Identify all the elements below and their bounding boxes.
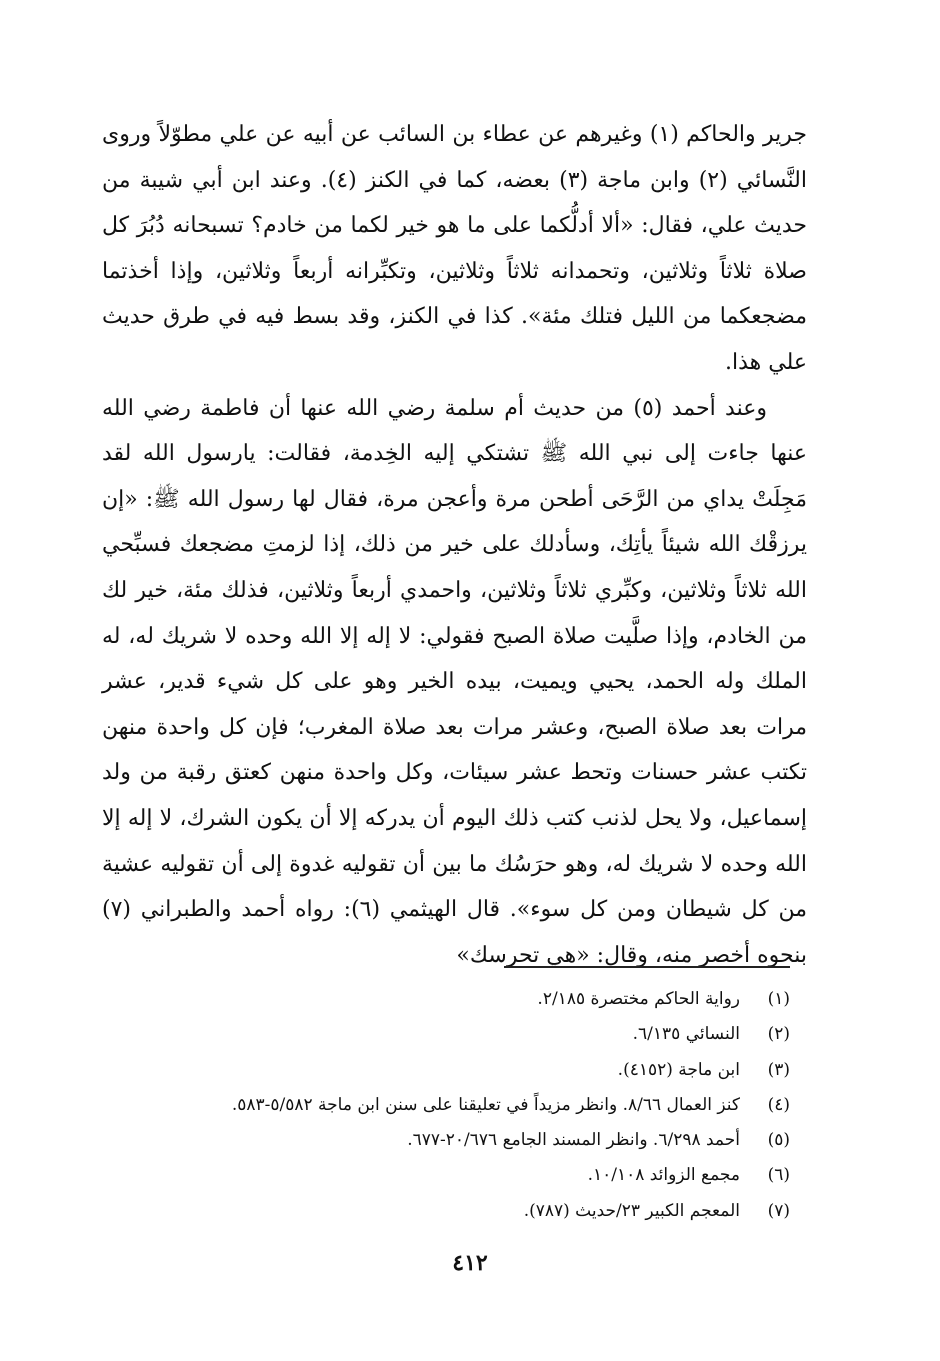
footnote: [100, 1158, 790, 1193]
footnote-number: (٦): [767, 1165, 790, 1186]
main-text: [102, 112, 807, 978]
footnotes: [100, 982, 790, 1229]
footnote-number: (١): [767, 989, 790, 1009]
footnote-text: رواية الحاكم مختصرة ٢/١٨٥.: [537, 989, 740, 1009]
footnote-text: أحمد ٦/٢٩٨. وانظر المسند الجامع ٢٠/٦٧٦-٦٧٧.: [407, 1130, 740, 1151]
page-number: ٤١٢: [452, 1250, 488, 1276]
footnote: [100, 982, 790, 1017]
footnote-number: (٢): [767, 1024, 790, 1045]
footnote: [100, 1053, 790, 1088]
footnote-text: ابن ماجة (٤١٥٢).: [617, 1059, 740, 1080]
footnote-number: (٣): [767, 1059, 790, 1080]
footnote: [100, 1088, 790, 1123]
footnote-text: مجمع الزوائد ١٠/١٠٨.: [587, 1165, 740, 1186]
paragraph-2: وعند أحمد (٥) من حديث أم سلمة رضي الله عنها أن فاطمة رضي الله عنها جاءت إلى نبي الله ﷺ تشتكي إليه الخِدمة، فقالت: يارسول الله لقد مَجِلَتْ يداي من الرَّحَى أطحن مرة وأعجن مرة، فقال لها رسول الله ﷺ: «إن يرزقْك الله شيئاً يأتِك، وسأدلك على خير من ذلك، إذا لزمتِ مضجعك فسبِّحي الله ثلاثاً وثلاثين، وكبِّري ثلاثاً وثلاثين، واحمدي أربعاً وثلاثين، فذلك مئة، خير لك من الخادم، وإذا صلَّيت صلاة الصبح فقولي: لا إله إلا الله وحده لا شريك له، له الملك وله الحمد، يحيي ويميت، بيده الخير وهو على كل شيء قدير، عشر مرات بعد صلاة الصبح، وعشر مرات بعد صلاة المغرب؛ فإن كل واحدة منهن تكتب عشر حسنات وتحط عشر سيئات، وكل واحدة منهن كعتق رقبة من ولد إسماعيل، ولا يحل لذنب كتب ذلك اليوم أن يدركه إلا أن يكون الشرك، لا إله إلا الله وحده لا شريك له، وهو حرَسُك ما بين أن تقوليه غدوة إلى أن تقوليه عشية من كل شيطان ومن كل سوء». قال الهيثمي (٦): رواه أحمد والطبراني (٧) بنحوه أخصر منه، وقال: «هي تحرسك»: [102, 395, 807, 968]
footnote-text: المعجم الكبير ٢٣/حديث (٧٨٧).: [523, 1200, 740, 1221]
footnote: [100, 1194, 790, 1229]
footnote-separator: [504, 966, 790, 968]
footnote-number: (٧): [767, 1200, 790, 1221]
footnote-text: النسائي ٦/١٣٥.: [632, 1024, 740, 1045]
footnote-text: كنز العمال ٨/٦٦. وانظر مزيداً في تعليقنا على سنن ابن ماجة ٥/٥٨٢-٥٨٣.: [231, 1094, 740, 1115]
paragraph-1: جرير والحاكم (١) وغيرهم عن عطاء بن السائب عن أبيه عن علي مطوّلاً وروى النَّسائي (٢) وابن ماجة (٣) بعضه، كما في الكنز (٤). وعند ابن أبي شيبة من حديث علي، فقال: «ألا أدلُّكما على ما هو خير لكما من خادم؟ تسبحانه دُبُرَ كل صلاة ثلاثاً وثلاثين، وتحمدانه ثلاثاً وثلاثين، وتكبِّرانه أربعاً وثلاثين، وإذا أخذتما مضجعكما من الليل فتلك مئة». كذا في الكنز، وقد بسط فيه في طرق حديث علي هذا.: [102, 122, 807, 375]
footnote: [100, 1017, 790, 1052]
footnote-number: (٥): [767, 1130, 790, 1151]
footnote-number: (٤): [767, 1094, 790, 1115]
footnote: [100, 1123, 790, 1158]
